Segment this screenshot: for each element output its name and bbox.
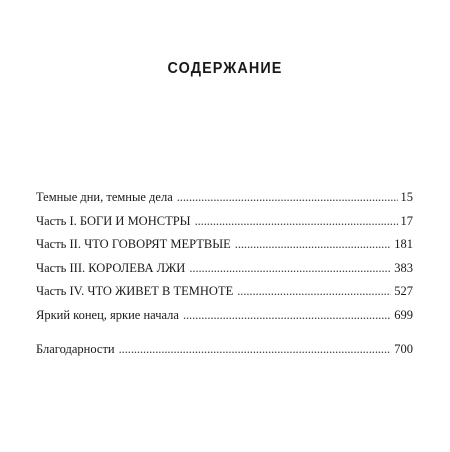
table-of-contents (36, 190, 413, 366)
toc-entry-title: Темные дни, темные дела (36, 190, 173, 204)
toc-leader-dots (119, 342, 392, 357)
toc-entry-title: Часть I. БОГИ И МОНСТРЫ (36, 213, 191, 228)
toc-page-number: 181 (394, 237, 413, 251)
toc-entry-part-2[interactable] (36, 237, 413, 261)
toc-leader-dots (189, 261, 391, 276)
toc-page-number: 527 (394, 284, 413, 298)
toc-entry-part-1[interactable] (36, 214, 413, 238)
toc-page-number: 17 (400, 213, 413, 228)
toc-leader-dots (195, 214, 398, 229)
toc-leader-dots (237, 284, 391, 299)
toc-entry-title: Часть II. ЧТО ГОВОРЯТ МЕРТВЫЕ (36, 237, 231, 251)
toc-entry-epilogue[interactable] (36, 308, 413, 332)
toc-entry-prologue[interactable] (36, 190, 413, 214)
toc-page-number: 700 (394, 342, 413, 356)
toc-entry-title: Яркий конец, яркие начала (36, 307, 179, 322)
toc-leader-dots (177, 190, 398, 205)
toc-leader-dots (183, 308, 391, 323)
toc-page-number: 383 (394, 260, 413, 275)
toc-entry-title: Часть III. КОРОЛЕВА ЛЖИ (36, 260, 186, 275)
toc-page-number: 15 (400, 190, 413, 204)
toc-entry-part-3[interactable] (36, 261, 413, 285)
toc-entry-acknowledgements[interactable] (36, 342, 413, 366)
toc-leader-dots (235, 237, 391, 252)
toc-entry-part-4[interactable] (36, 284, 413, 308)
toc-entry-title: Благодарности (36, 342, 115, 356)
toc-entry-title: Часть IV. ЧТО ЖИВЕТ В ТЕМНОТЕ (36, 284, 234, 298)
page-title: СОДЕРЖАНИЕ (167, 60, 283, 77)
toc-page-number: 699 (394, 307, 413, 322)
